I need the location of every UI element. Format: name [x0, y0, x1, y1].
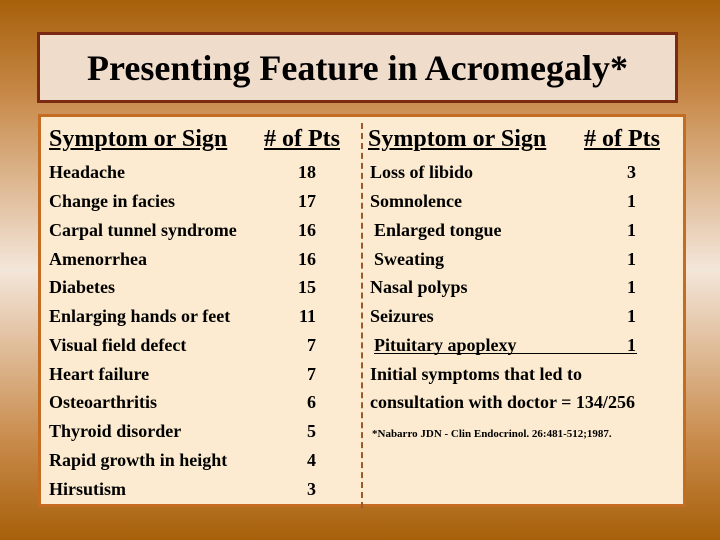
- patient-count: 15: [298, 277, 316, 297]
- patient-count: 1: [627, 249, 636, 269]
- symptom-name: Carpal tunnel syndrome: [49, 220, 237, 240]
- symptom-name: Hirsutism: [49, 479, 127, 499]
- patient-count: 6: [307, 392, 316, 412]
- symptom-name: Change in facies: [49, 191, 175, 211]
- symptom-name: Sweating: [374, 249, 445, 269]
- patient-count: 18: [298, 162, 316, 182]
- patient-count: 1: [627, 277, 636, 297]
- symptom-name: Visual field defect: [49, 335, 187, 355]
- patient-count: 4: [307, 450, 316, 470]
- patient-count: 1: [627, 191, 636, 211]
- patient-count: 11: [298, 306, 316, 326]
- left-header-symptom: Symptom or Sign: [49, 126, 228, 152]
- note-line-1: Initial symptoms that led to: [370, 364, 583, 384]
- patient-count: 1: [627, 220, 636, 240]
- symptom-name: Pituitary apoplexy: [374, 335, 517, 355]
- patient-count: 1: [627, 335, 636, 355]
- title-box: [37, 32, 678, 103]
- symptom-name: Diabetes: [49, 277, 115, 297]
- symptom-name: Thyroid disorder: [49, 421, 182, 441]
- column-divider: [361, 123, 363, 508]
- symptom-name: Somnolence: [370, 191, 462, 211]
- patient-count: 1: [627, 306, 636, 326]
- citation: *Nabarro JDN - Clin Endocrinol. 26:481-512;1987.: [372, 428, 612, 440]
- symptom-name: Enlarged tongue: [374, 220, 502, 240]
- patient-count: 3: [627, 162, 636, 182]
- symptom-name: Enlarging hands or feet: [49, 306, 231, 326]
- patient-count: 5: [307, 421, 316, 441]
- right-header-pts: # of Pts: [584, 126, 660, 152]
- left-header-pts: # of Pts: [264, 126, 340, 152]
- patient-count: 3: [307, 479, 316, 499]
- patient-count: 16: [298, 220, 316, 240]
- symptom-name: Nasal polyps: [370, 277, 468, 297]
- symptom-name: Headache: [49, 162, 125, 182]
- note-line-2: consultation with doctor = 134/256: [370, 392, 635, 412]
- patient-count: 17: [298, 191, 316, 211]
- symptom-name: Amenorrhea: [49, 249, 147, 269]
- row-underline: [374, 353, 637, 354]
- symptom-name: Heart failure: [49, 364, 150, 384]
- symptom-name: Loss of libido: [370, 162, 474, 182]
- slide-title: Presenting Feature in Acromegaly*: [87, 47, 628, 88]
- patient-count: 16: [298, 249, 316, 269]
- symptom-table: [38, 114, 686, 507]
- symptom-name: Seizures: [370, 306, 434, 326]
- right-header-symptom: Symptom or Sign: [368, 126, 547, 152]
- patient-count: 7: [307, 335, 316, 355]
- symptom-name: Osteoarthritis: [49, 392, 157, 412]
- symptom-name: Rapid growth in height: [49, 450, 228, 470]
- patient-count: 7: [307, 364, 316, 384]
